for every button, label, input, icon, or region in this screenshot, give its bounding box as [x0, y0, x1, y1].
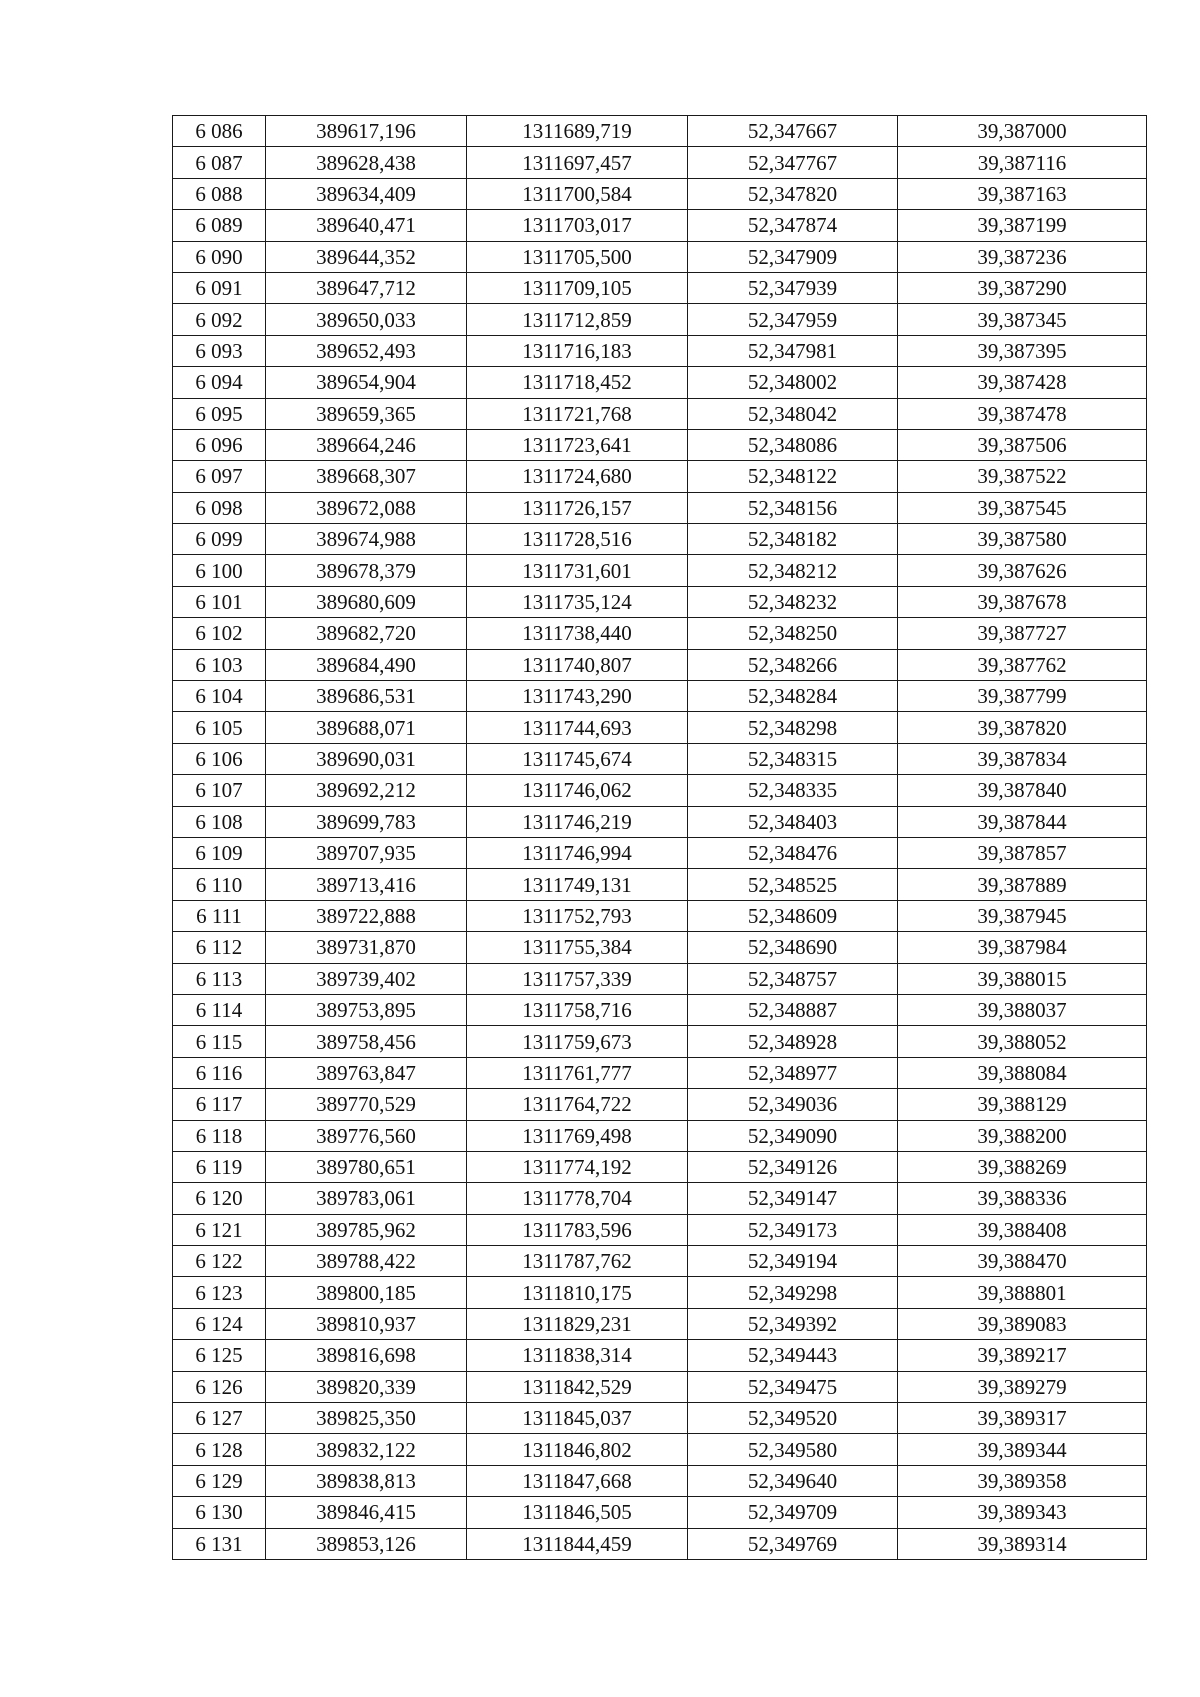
x-coordinate-cell: 389832,122	[266, 1434, 467, 1465]
table-row	[173, 1465, 1147, 1496]
x-coordinate-cell: 389763,847	[266, 1057, 467, 1088]
latitude-cell: 52,348298	[688, 712, 898, 743]
longitude-cell: 39,387762	[898, 649, 1147, 680]
latitude-cell: 52,349147	[688, 1183, 898, 1214]
point-number-cell: 6 118	[173, 1120, 266, 1151]
latitude-cell: 52,348122	[688, 461, 898, 492]
latitude-cell: 52,348212	[688, 555, 898, 586]
table-row	[173, 1277, 1147, 1308]
latitude-cell: 52,347909	[688, 241, 898, 272]
x-coordinate-cell: 389713,416	[266, 869, 467, 900]
y-coordinate-cell: 1311847,668	[467, 1465, 688, 1496]
latitude-cell: 52,349194	[688, 1246, 898, 1277]
y-coordinate-cell: 1311738,440	[467, 618, 688, 649]
longitude-cell: 39,387236	[898, 241, 1147, 272]
table-row	[173, 932, 1147, 963]
y-coordinate-cell: 1311731,601	[467, 555, 688, 586]
latitude-cell: 52,349640	[688, 1465, 898, 1496]
latitude-cell: 52,348757	[688, 963, 898, 994]
table-row	[173, 618, 1147, 649]
point-number-cell: 6 119	[173, 1151, 266, 1182]
x-coordinate-cell: 389686,531	[266, 681, 467, 712]
x-coordinate-cell: 389640,471	[266, 210, 467, 241]
y-coordinate-cell: 1311740,807	[467, 649, 688, 680]
point-number-cell: 6 127	[173, 1403, 266, 1434]
table-row	[173, 241, 1147, 272]
table-row	[173, 1403, 1147, 1434]
longitude-cell: 39,389279	[898, 1371, 1147, 1402]
latitude-cell: 52,348250	[688, 618, 898, 649]
x-coordinate-cell: 389680,609	[266, 586, 467, 617]
longitude-cell: 39,387799	[898, 681, 1147, 712]
y-coordinate-cell: 1311735,124	[467, 586, 688, 617]
point-number-cell: 6 126	[173, 1371, 266, 1402]
point-number-cell: 6 129	[173, 1465, 266, 1496]
x-coordinate-cell: 389707,935	[266, 837, 467, 868]
x-coordinate-cell: 389785,962	[266, 1214, 467, 1245]
longitude-cell: 39,388129	[898, 1089, 1147, 1120]
point-number-cell: 6 111	[173, 900, 266, 931]
x-coordinate-cell: 389684,490	[266, 649, 467, 680]
x-coordinate-cell: 389853,126	[266, 1528, 467, 1559]
point-number-cell: 6 100	[173, 555, 266, 586]
point-number-cell: 6 123	[173, 1277, 266, 1308]
longitude-cell: 39,387478	[898, 398, 1147, 429]
table-row	[173, 272, 1147, 303]
x-coordinate-cell: 389659,365	[266, 398, 467, 429]
longitude-cell: 39,387580	[898, 524, 1147, 555]
longitude-cell: 39,388200	[898, 1120, 1147, 1151]
longitude-cell: 39,387290	[898, 272, 1147, 303]
x-coordinate-cell: 389654,904	[266, 367, 467, 398]
x-coordinate-cell: 389810,937	[266, 1308, 467, 1339]
longitude-cell: 39,387834	[898, 743, 1147, 774]
point-number-cell: 6 110	[173, 869, 266, 900]
y-coordinate-cell: 1311829,231	[467, 1308, 688, 1339]
table-row	[173, 900, 1147, 931]
table-row	[173, 994, 1147, 1025]
y-coordinate-cell: 1311783,596	[467, 1214, 688, 1245]
point-number-cell: 6 093	[173, 335, 266, 366]
longitude-cell: 39,387522	[898, 461, 1147, 492]
latitude-cell: 52,349126	[688, 1151, 898, 1182]
table-row	[173, 524, 1147, 555]
latitude-cell: 52,349090	[688, 1120, 898, 1151]
y-coordinate-cell: 1311721,768	[467, 398, 688, 429]
table-row	[173, 1183, 1147, 1214]
y-coordinate-cell: 1311752,793	[467, 900, 688, 931]
y-coordinate-cell: 1311697,457	[467, 147, 688, 178]
y-coordinate-cell: 1311846,802	[467, 1434, 688, 1465]
latitude-cell: 52,348002	[688, 367, 898, 398]
point-number-cell: 6 117	[173, 1089, 266, 1120]
latitude-cell: 52,349298	[688, 1277, 898, 1308]
table-row	[173, 806, 1147, 837]
y-coordinate-cell: 1311755,384	[467, 932, 688, 963]
y-coordinate-cell: 1311838,314	[467, 1340, 688, 1371]
longitude-cell: 39,387116	[898, 147, 1147, 178]
point-number-cell: 6 097	[173, 461, 266, 492]
x-coordinate-cell: 389690,031	[266, 743, 467, 774]
y-coordinate-cell: 1311746,994	[467, 837, 688, 868]
point-number-cell: 6 109	[173, 837, 266, 868]
table-row	[173, 649, 1147, 680]
longitude-cell: 39,387678	[898, 586, 1147, 617]
y-coordinate-cell: 1311724,680	[467, 461, 688, 492]
y-coordinate-cell: 1311728,516	[467, 524, 688, 555]
longitude-cell: 39,387000	[898, 116, 1147, 147]
y-coordinate-cell: 1311749,131	[467, 869, 688, 900]
x-coordinate-cell: 389647,712	[266, 272, 467, 303]
table-row	[173, 869, 1147, 900]
point-number-cell: 6 099	[173, 524, 266, 555]
latitude-cell: 52,348266	[688, 649, 898, 680]
latitude-cell: 52,349392	[688, 1308, 898, 1339]
longitude-cell: 39,389083	[898, 1308, 1147, 1339]
y-coordinate-cell: 1311842,529	[467, 1371, 688, 1402]
table-row	[173, 147, 1147, 178]
point-number-cell: 6 108	[173, 806, 266, 837]
point-number-cell: 6 103	[173, 649, 266, 680]
y-coordinate-cell: 1311700,584	[467, 178, 688, 209]
point-number-cell: 6 086	[173, 116, 266, 147]
y-coordinate-cell: 1311746,062	[467, 775, 688, 806]
x-coordinate-cell: 389731,870	[266, 932, 467, 963]
y-coordinate-cell: 1311723,641	[467, 429, 688, 460]
table-row	[173, 1340, 1147, 1371]
table-row	[173, 116, 1147, 147]
point-number-cell: 6 125	[173, 1340, 266, 1371]
latitude-cell: 52,349036	[688, 1089, 898, 1120]
latitude-cell: 52,349769	[688, 1528, 898, 1559]
x-coordinate-cell: 389644,352	[266, 241, 467, 272]
point-number-cell: 6 106	[173, 743, 266, 774]
y-coordinate-cell: 1311846,505	[467, 1497, 688, 1528]
y-coordinate-cell: 1311716,183	[467, 335, 688, 366]
y-coordinate-cell: 1311689,719	[467, 116, 688, 147]
y-coordinate-cell: 1311757,339	[467, 963, 688, 994]
y-coordinate-cell: 1311764,722	[467, 1089, 688, 1120]
x-coordinate-cell: 389634,409	[266, 178, 467, 209]
y-coordinate-cell: 1311769,498	[467, 1120, 688, 1151]
latitude-cell: 52,347959	[688, 304, 898, 335]
x-coordinate-cell: 389668,307	[266, 461, 467, 492]
table-row	[173, 304, 1147, 335]
table-row	[173, 1120, 1147, 1151]
longitude-cell: 39,389358	[898, 1465, 1147, 1496]
x-coordinate-cell: 389846,415	[266, 1497, 467, 1528]
table-row	[173, 681, 1147, 712]
y-coordinate-cell: 1311844,459	[467, 1528, 688, 1559]
point-number-cell: 6 124	[173, 1308, 266, 1339]
latitude-cell: 52,348690	[688, 932, 898, 963]
latitude-cell: 52,348315	[688, 743, 898, 774]
y-coordinate-cell: 1311744,693	[467, 712, 688, 743]
point-number-cell: 6 087	[173, 147, 266, 178]
latitude-cell: 52,349475	[688, 1371, 898, 1402]
longitude-cell: 39,388408	[898, 1214, 1147, 1245]
point-number-cell: 6 101	[173, 586, 266, 617]
x-coordinate-cell: 389672,088	[266, 492, 467, 523]
x-coordinate-cell: 389825,350	[266, 1403, 467, 1434]
point-number-cell: 6 122	[173, 1246, 266, 1277]
latitude-cell: 52,348609	[688, 900, 898, 931]
longitude-cell: 39,387727	[898, 618, 1147, 649]
point-number-cell: 6 096	[173, 429, 266, 460]
point-number-cell: 6 094	[173, 367, 266, 398]
y-coordinate-cell: 1311718,452	[467, 367, 688, 398]
y-coordinate-cell: 1311703,017	[467, 210, 688, 241]
longitude-cell: 39,387945	[898, 900, 1147, 931]
latitude-cell: 52,348086	[688, 429, 898, 460]
point-number-cell: 6 121	[173, 1214, 266, 1245]
table-row	[173, 1214, 1147, 1245]
longitude-cell: 39,388084	[898, 1057, 1147, 1088]
latitude-cell: 52,348182	[688, 524, 898, 555]
table-row	[173, 1026, 1147, 1057]
longitude-cell: 39,388269	[898, 1151, 1147, 1182]
table-row	[173, 461, 1147, 492]
y-coordinate-cell: 1311845,037	[467, 1403, 688, 1434]
x-coordinate-cell: 389739,402	[266, 963, 467, 994]
longitude-cell: 39,388052	[898, 1026, 1147, 1057]
x-coordinate-cell: 389682,720	[266, 618, 467, 649]
point-number-cell: 6 112	[173, 932, 266, 963]
longitude-cell: 39,387857	[898, 837, 1147, 868]
longitude-cell: 39,389314	[898, 1528, 1147, 1559]
y-coordinate-cell: 1311705,500	[467, 241, 688, 272]
latitude-cell: 52,348476	[688, 837, 898, 868]
longitude-cell: 39,387163	[898, 178, 1147, 209]
latitude-cell: 52,347874	[688, 210, 898, 241]
point-number-cell: 6 092	[173, 304, 266, 335]
latitude-cell: 52,348928	[688, 1026, 898, 1057]
y-coordinate-cell: 1311726,157	[467, 492, 688, 523]
table-row	[173, 743, 1147, 774]
latitude-cell: 52,349709	[688, 1497, 898, 1528]
point-number-cell: 6 089	[173, 210, 266, 241]
table-row	[173, 1371, 1147, 1402]
latitude-cell: 52,348887	[688, 994, 898, 1025]
coordinates-table-body	[173, 116, 1147, 1560]
point-number-cell: 6 120	[173, 1183, 266, 1214]
x-coordinate-cell: 389674,988	[266, 524, 467, 555]
table-row	[173, 1151, 1147, 1182]
latitude-cell: 52,349173	[688, 1214, 898, 1245]
longitude-cell: 39,387545	[898, 492, 1147, 523]
y-coordinate-cell: 1311761,777	[467, 1057, 688, 1088]
y-coordinate-cell: 1311759,673	[467, 1026, 688, 1057]
table-row	[173, 712, 1147, 743]
longitude-cell: 39,387345	[898, 304, 1147, 335]
y-coordinate-cell: 1311743,290	[467, 681, 688, 712]
latitude-cell: 52,348156	[688, 492, 898, 523]
x-coordinate-cell: 389664,246	[266, 429, 467, 460]
point-number-cell: 6 090	[173, 241, 266, 272]
latitude-cell: 52,348042	[688, 398, 898, 429]
x-coordinate-cell: 389776,560	[266, 1120, 467, 1151]
point-number-cell: 6 104	[173, 681, 266, 712]
table-row	[173, 178, 1147, 209]
latitude-cell: 52,347667	[688, 116, 898, 147]
y-coordinate-cell: 1311778,704	[467, 1183, 688, 1214]
table-row	[173, 586, 1147, 617]
table-row	[173, 837, 1147, 868]
point-number-cell: 6 091	[173, 272, 266, 303]
x-coordinate-cell: 389753,895	[266, 994, 467, 1025]
x-coordinate-cell: 389628,438	[266, 147, 467, 178]
x-coordinate-cell: 389722,888	[266, 900, 467, 931]
longitude-cell: 39,388037	[898, 994, 1147, 1025]
longitude-cell: 39,387889	[898, 869, 1147, 900]
latitude-cell: 52,347981	[688, 335, 898, 366]
point-number-cell: 6 130	[173, 1497, 266, 1528]
x-coordinate-cell: 389678,379	[266, 555, 467, 586]
x-coordinate-cell: 389820,339	[266, 1371, 467, 1402]
table-row	[173, 210, 1147, 241]
table-row	[173, 1246, 1147, 1277]
latitude-cell: 52,348335	[688, 775, 898, 806]
longitude-cell: 39,389343	[898, 1497, 1147, 1528]
longitude-cell: 39,389217	[898, 1340, 1147, 1371]
y-coordinate-cell: 1311746,219	[467, 806, 688, 837]
point-number-cell: 6 115	[173, 1026, 266, 1057]
longitude-cell: 39,388801	[898, 1277, 1147, 1308]
point-number-cell: 6 107	[173, 775, 266, 806]
x-coordinate-cell: 389783,061	[266, 1183, 467, 1214]
table-row	[173, 398, 1147, 429]
x-coordinate-cell: 389652,493	[266, 335, 467, 366]
latitude-cell: 52,349580	[688, 1434, 898, 1465]
table-row	[173, 1057, 1147, 1088]
point-number-cell: 6 098	[173, 492, 266, 523]
longitude-cell: 39,387984	[898, 932, 1147, 963]
x-coordinate-cell: 389800,185	[266, 1277, 467, 1308]
point-number-cell: 6 116	[173, 1057, 266, 1088]
longitude-cell: 39,388470	[898, 1246, 1147, 1277]
table-row	[173, 492, 1147, 523]
y-coordinate-cell: 1311745,674	[467, 743, 688, 774]
coordinates-table	[172, 115, 1147, 1560]
latitude-cell: 52,347939	[688, 272, 898, 303]
table-row	[173, 555, 1147, 586]
longitude-cell: 39,387844	[898, 806, 1147, 837]
table-row	[173, 335, 1147, 366]
table-row	[173, 1528, 1147, 1559]
table-row	[173, 963, 1147, 994]
point-number-cell: 6 128	[173, 1434, 266, 1465]
latitude-cell: 52,348525	[688, 869, 898, 900]
longitude-cell: 39,387820	[898, 712, 1147, 743]
table-row	[173, 775, 1147, 806]
longitude-cell: 39,389317	[898, 1403, 1147, 1434]
point-number-cell: 6 113	[173, 963, 266, 994]
y-coordinate-cell: 1311787,762	[467, 1246, 688, 1277]
longitude-cell: 39,387428	[898, 367, 1147, 398]
table-row	[173, 1434, 1147, 1465]
y-coordinate-cell: 1311709,105	[467, 272, 688, 303]
y-coordinate-cell: 1311774,192	[467, 1151, 688, 1182]
latitude-cell: 52,348232	[688, 586, 898, 617]
longitude-cell: 39,387199	[898, 210, 1147, 241]
longitude-cell: 39,389344	[898, 1434, 1147, 1465]
x-coordinate-cell: 389758,456	[266, 1026, 467, 1057]
point-number-cell: 6 105	[173, 712, 266, 743]
table-row	[173, 1497, 1147, 1528]
x-coordinate-cell: 389838,813	[266, 1465, 467, 1496]
x-coordinate-cell: 389788,422	[266, 1246, 467, 1277]
table-row	[173, 1089, 1147, 1120]
x-coordinate-cell: 389650,033	[266, 304, 467, 335]
x-coordinate-cell: 389780,651	[266, 1151, 467, 1182]
latitude-cell: 52,348403	[688, 806, 898, 837]
longitude-cell: 39,387840	[898, 775, 1147, 806]
table-row	[173, 1308, 1147, 1339]
longitude-cell: 39,387395	[898, 335, 1147, 366]
point-number-cell: 6 088	[173, 178, 266, 209]
point-number-cell: 6 095	[173, 398, 266, 429]
latitude-cell: 52,349520	[688, 1403, 898, 1434]
table-row	[173, 367, 1147, 398]
x-coordinate-cell: 389688,071	[266, 712, 467, 743]
latitude-cell: 52,347767	[688, 147, 898, 178]
point-number-cell: 6 114	[173, 994, 266, 1025]
point-number-cell: 6 102	[173, 618, 266, 649]
longitude-cell: 39,388015	[898, 963, 1147, 994]
longitude-cell: 39,388336	[898, 1183, 1147, 1214]
latitude-cell: 52,348284	[688, 681, 898, 712]
y-coordinate-cell: 1311712,859	[467, 304, 688, 335]
y-coordinate-cell: 1311810,175	[467, 1277, 688, 1308]
x-coordinate-cell: 389770,529	[266, 1089, 467, 1120]
x-coordinate-cell: 389816,698	[266, 1340, 467, 1371]
longitude-cell: 39,387506	[898, 429, 1147, 460]
x-coordinate-cell: 389692,212	[266, 775, 467, 806]
latitude-cell: 52,348977	[688, 1057, 898, 1088]
table-row	[173, 429, 1147, 460]
x-coordinate-cell: 389699,783	[266, 806, 467, 837]
point-number-cell: 6 131	[173, 1528, 266, 1559]
y-coordinate-cell: 1311758,716	[467, 994, 688, 1025]
longitude-cell: 39,387626	[898, 555, 1147, 586]
latitude-cell: 52,349443	[688, 1340, 898, 1371]
x-coordinate-cell: 389617,196	[266, 116, 467, 147]
latitude-cell: 52,347820	[688, 178, 898, 209]
